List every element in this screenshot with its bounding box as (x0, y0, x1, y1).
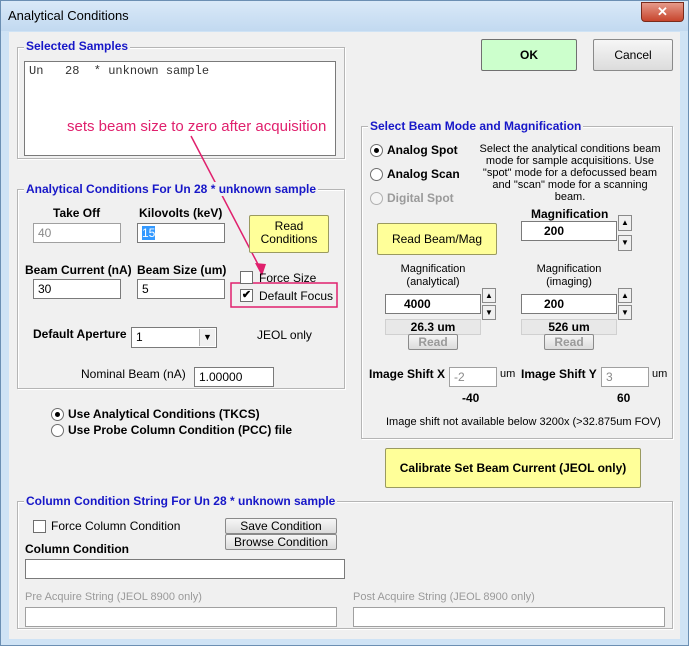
image-shift-x-unit: um (500, 368, 516, 380)
magnification-label: Magnification (531, 207, 609, 221)
use-probe-column-radio[interactable] (51, 424, 64, 437)
analog-scan-label: Analog Scan (387, 167, 460, 181)
use-analytical-label: Use Analytical Conditions (TKCS) (68, 407, 260, 421)
mag-imaging-fov: 526 um (521, 319, 617, 335)
beam-mode-legend: Select Beam Mode and Magnification (370, 119, 582, 133)
beam-current-field[interactable]: 30 (33, 279, 121, 299)
pre-acquire-field[interactable] (25, 607, 337, 627)
chevron-down-icon[interactable]: ▼ (199, 329, 215, 346)
mag-imaging-label: Magnification (imaging) (536, 263, 602, 288)
analog-spot-radio[interactable] (370, 144, 383, 157)
use-analytical-radio[interactable] (51, 408, 64, 421)
magnification-spin-down-icon[interactable]: ▼ (618, 235, 632, 251)
browse-condition-button[interactable]: Browse Condition (225, 534, 337, 550)
list-item[interactable]: Un 28 * unknown sample (29, 64, 210, 78)
close-button[interactable]: ✕ (641, 2, 684, 22)
mag-imaging-spin-down-icon[interactable]: ▼ (618, 305, 632, 320)
default-focus-label: Default Focus (259, 289, 334, 303)
jeol-only-label: JEOL only (257, 328, 312, 342)
default-aperture-label: Default Aperture (33, 327, 127, 341)
image-shift-y-field[interactable]: 3 (601, 367, 649, 387)
default-focus-checkbox[interactable]: ✔ (241, 289, 252, 301)
pre-acquire-label: Pre Acquire String (JEOL 8900 only) (25, 591, 202, 603)
post-acquire-field[interactable] (353, 607, 665, 627)
post-acquire-label: Post Acquire String (JEOL 8900 only) (353, 591, 535, 603)
force-column-condition-label: Force Column Condition (51, 519, 181, 533)
take-off-label: Take Off (53, 206, 101, 220)
kilovolts-value: 15 (142, 226, 156, 240)
mag-analytical-fov: 26.3 um (385, 319, 481, 335)
magnification-field[interactable]: 200 (521, 221, 617, 241)
image-shift-y-readout: 60 (617, 391, 631, 405)
default-aperture-select[interactable] (131, 327, 217, 348)
read-beam-mag-button[interactable]: Read Beam/Mag (377, 223, 497, 255)
kilovolts-field[interactable] (137, 223, 225, 243)
beam-current-label: Beam Current (nA) (25, 263, 132, 277)
image-shift-x-readout: -40 (462, 391, 480, 405)
mag-imaging-field[interactable]: 200 (521, 294, 617, 314)
image-shift-y-label: Image Shift Y (521, 367, 597, 381)
analog-scan-radio[interactable] (370, 168, 383, 181)
read-conditions-button[interactable]: Read Conditions (249, 215, 329, 253)
selected-samples-legend: Selected Samples (26, 39, 129, 53)
annotation-text: sets beam size to zero after acquisition (67, 118, 327, 135)
image-shift-note: Image shift not available below 3200x (>32.875um FOV) (386, 416, 661, 428)
analog-spot-label: Analog Spot (387, 143, 458, 157)
nominal-beam-label: Nominal Beam (nA) (81, 367, 186, 381)
magnification-spin-up-icon[interactable]: ▲ (618, 215, 632, 231)
dialog-client-area (9, 32, 680, 639)
analytical-conditions-legend: Analytical Conditions For Un 28 * unknown sample (26, 182, 317, 196)
beam-mode-help-text: Select the analytical conditions beam mode for sample acquisitions. Use "spot" mode for a defocussed beam and "scan" mode for a scanning beam. (479, 143, 661, 203)
mag-analytical-spin-up-icon[interactable]: ▲ (482, 288, 496, 303)
beam-size-label: Beam Size (um) (137, 263, 227, 277)
read-imaging-button[interactable]: Read (544, 334, 594, 350)
cancel-button[interactable]: Cancel (593, 39, 673, 71)
mag-analytical-label: Magnification (analytical) (400, 263, 466, 288)
column-condition-legend: Column Condition String For Un 28 * unknown sample (26, 494, 336, 508)
digital-spot-label: Digital Spot (387, 191, 454, 205)
mag-analytical-field[interactable]: 4000 (385, 294, 481, 314)
title-bar (1, 1, 688, 31)
default-aperture-value: 1 (136, 330, 143, 344)
save-condition-button[interactable]: Save Condition (225, 518, 337, 534)
image-shift-y-unit: um (652, 368, 668, 380)
force-size-label: Force Size (259, 271, 317, 285)
image-shift-x-label: Image Shift X (369, 367, 446, 381)
kilovolts-label: Kilovolts (keV) (139, 206, 223, 220)
calibrate-beam-current-button[interactable]: Calibrate Set Beam Current (JEOL only) (385, 448, 641, 488)
mag-analytical-spin-down-icon[interactable]: ▼ (482, 305, 496, 320)
mag-imaging-spin-up-icon[interactable]: ▲ (618, 288, 632, 303)
nominal-beam-field[interactable]: 1.00000 (194, 367, 274, 387)
window-title: Analytical Conditions (8, 8, 129, 23)
force-column-condition-checkbox[interactable] (33, 520, 46, 533)
digital-spot-radio[interactable] (370, 192, 383, 205)
use-probe-column-label: Use Probe Column Condition (PCC) file (68, 423, 292, 437)
beam-size-field[interactable]: 5 (137, 279, 225, 299)
column-condition-field[interactable] (25, 559, 345, 579)
image-shift-x-field[interactable]: -2 (449, 367, 497, 387)
force-size-checkbox[interactable] (240, 271, 253, 284)
column-condition-label: Column Condition (25, 542, 129, 556)
take-off-field: 40 (33, 223, 121, 243)
ok-button[interactable]: OK (481, 39, 577, 71)
read-analytical-button[interactable]: Read (408, 334, 458, 350)
